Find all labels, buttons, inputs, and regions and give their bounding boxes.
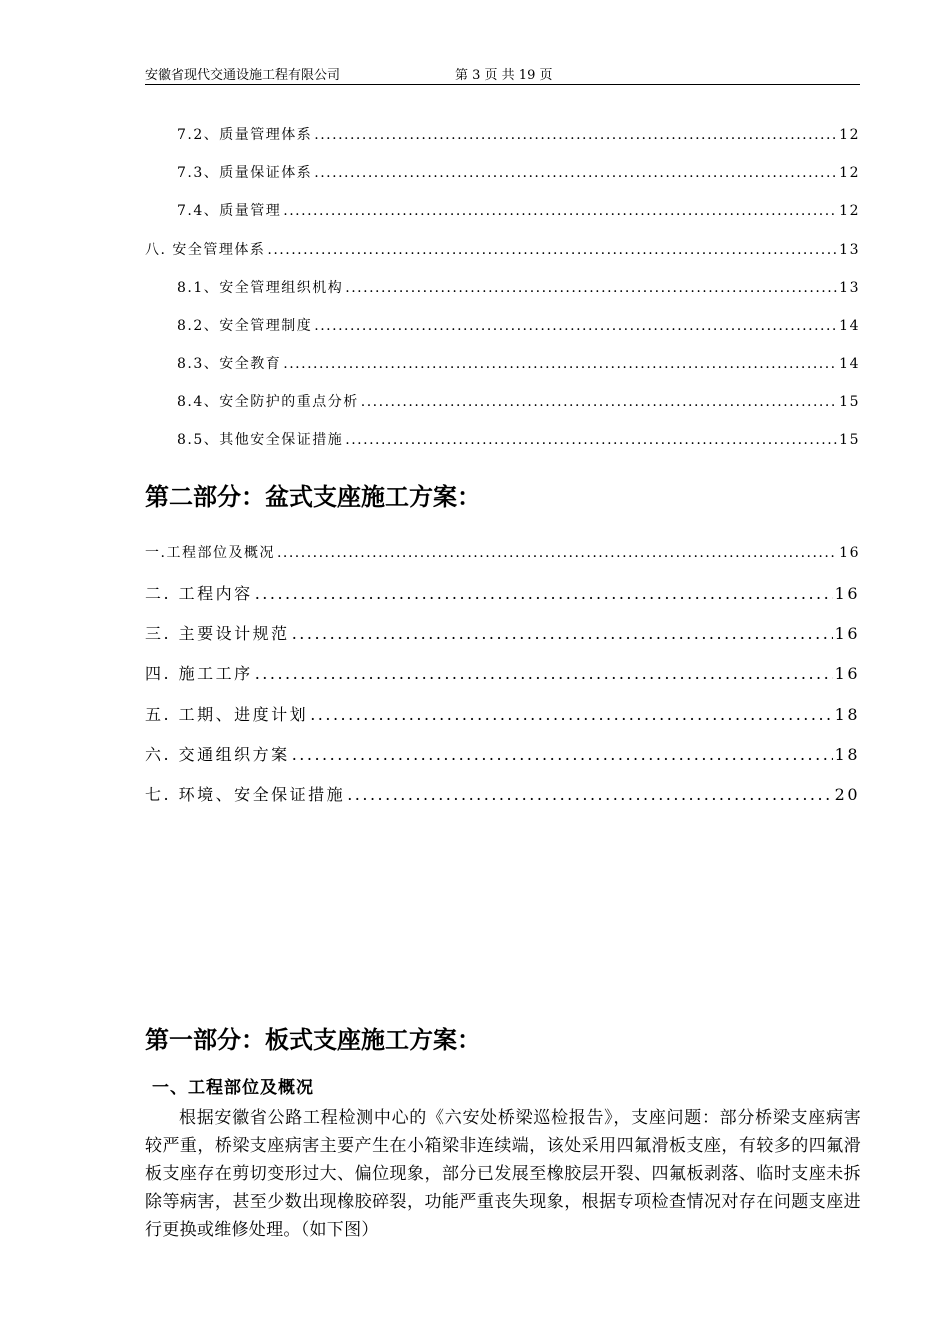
toc-entry[interactable]	[145, 621, 860, 644]
toc-entry-label: 8.3、安全教育	[177, 356, 282, 372]
toc-entry-label: 7.2、质量管理体系	[177, 127, 313, 143]
toc-entry-label: 五. 工期、进度计划	[145, 705, 309, 724]
toc-entry-label: 7.4、质量管理	[177, 203, 282, 219]
toc-entry-label: 一.工程部位及概况	[145, 545, 275, 561]
toc-entry-label: 8.1、安全管理组织机构	[177, 280, 344, 296]
toc-entry[interactable]	[177, 124, 860, 144]
toc-entry-page: 13	[839, 242, 860, 258]
toc-entry-label: 四. 施工工序	[145, 664, 253, 683]
toc-entry-page: 16	[834, 664, 860, 683]
page-header	[145, 62, 860, 85]
toc-entry[interactable]	[145, 542, 860, 562]
toc-entry[interactable]	[145, 782, 860, 805]
toc-entry-page: 14	[839, 356, 860, 372]
toc-entry[interactable]	[177, 315, 860, 335]
toc-entry-label: 8.2、安全管理制度	[177, 318, 313, 334]
section1-paragraph: 根据安徽省公路工程检测中心的《六安处桥梁巡检报告》，支座问题：部分桥梁支座病害较严重，桥梁支座病害主要产生在小箱梁非连续端，该处采用四氟滑板支座，有较多的四氟滑板支座存在剪切变形过大、偏位现象，部分已发展至橡胶层开裂、四氟板剥落、临时支座未拆除等病害，甚至少数出现橡胶碎裂，功能严重丧失现象，根据专项检查情况对存在问题支座进行更换或维修处理。（如下图）	[145, 1108, 861, 1240]
toc-entry[interactable]	[145, 239, 860, 259]
toc-entry-page: 12	[839, 127, 860, 143]
toc-entry-page: 13	[839, 280, 860, 296]
page-number: 第 3 页 共 19 页	[455, 68, 553, 83]
toc-entry-label: 8.4、安全防护的重点分析	[177, 394, 359, 410]
toc-entry[interactable]	[177, 429, 860, 449]
toc-entry-page: 16	[834, 624, 860, 643]
company-name: 安徽省现代交通设施工程有限公司	[145, 68, 341, 83]
toc-entry-label: 六. 交通组织方案	[145, 745, 290, 764]
toc-entry-label: 八. 安全管理体系	[145, 242, 266, 258]
toc-entry-page: 16	[834, 584, 860, 603]
toc-entry-page: 14	[839, 318, 860, 334]
toc-entry-page: 16	[839, 545, 860, 561]
toc-entry[interactable]	[177, 353, 860, 373]
toc-entry[interactable]	[177, 277, 860, 297]
toc-entry[interactable]	[177, 200, 860, 220]
toc-entry-page: 18	[834, 745, 860, 764]
toc-entry-label: 7.3、质量保证体系	[177, 165, 313, 181]
toc-entry-page: 18	[834, 705, 860, 724]
toc-entry-page: 12	[839, 165, 860, 181]
toc-entry-label: 七. 环境、安全保证措施	[145, 785, 346, 804]
part2-heading: 第二部分：盆式支座施工方案：	[145, 482, 481, 511]
toc-entry[interactable]	[145, 702, 860, 725]
toc-entry-page: 15	[839, 432, 860, 448]
part1-heading: 第一部分：板式支座施工方案：	[145, 1025, 481, 1054]
toc-entry-label: 三. 主要设计规范	[145, 624, 290, 643]
section1-heading: 一、工程部位及概况	[152, 1078, 314, 1098]
toc-entry-page: 20	[834, 785, 860, 804]
toc-entry-page: 15	[839, 394, 860, 410]
toc-entry-page: 12	[839, 203, 860, 219]
toc-entry[interactable]	[177, 391, 860, 411]
toc-entry[interactable]	[145, 661, 860, 684]
toc-entry[interactable]	[177, 162, 860, 182]
toc-entry-label: 8.5、其他安全保证措施	[177, 432, 344, 448]
toc-entry[interactable]	[145, 742, 860, 765]
toc-entry-label: 二. 工程内容	[145, 584, 253, 603]
toc-entry[interactable]	[145, 581, 860, 604]
